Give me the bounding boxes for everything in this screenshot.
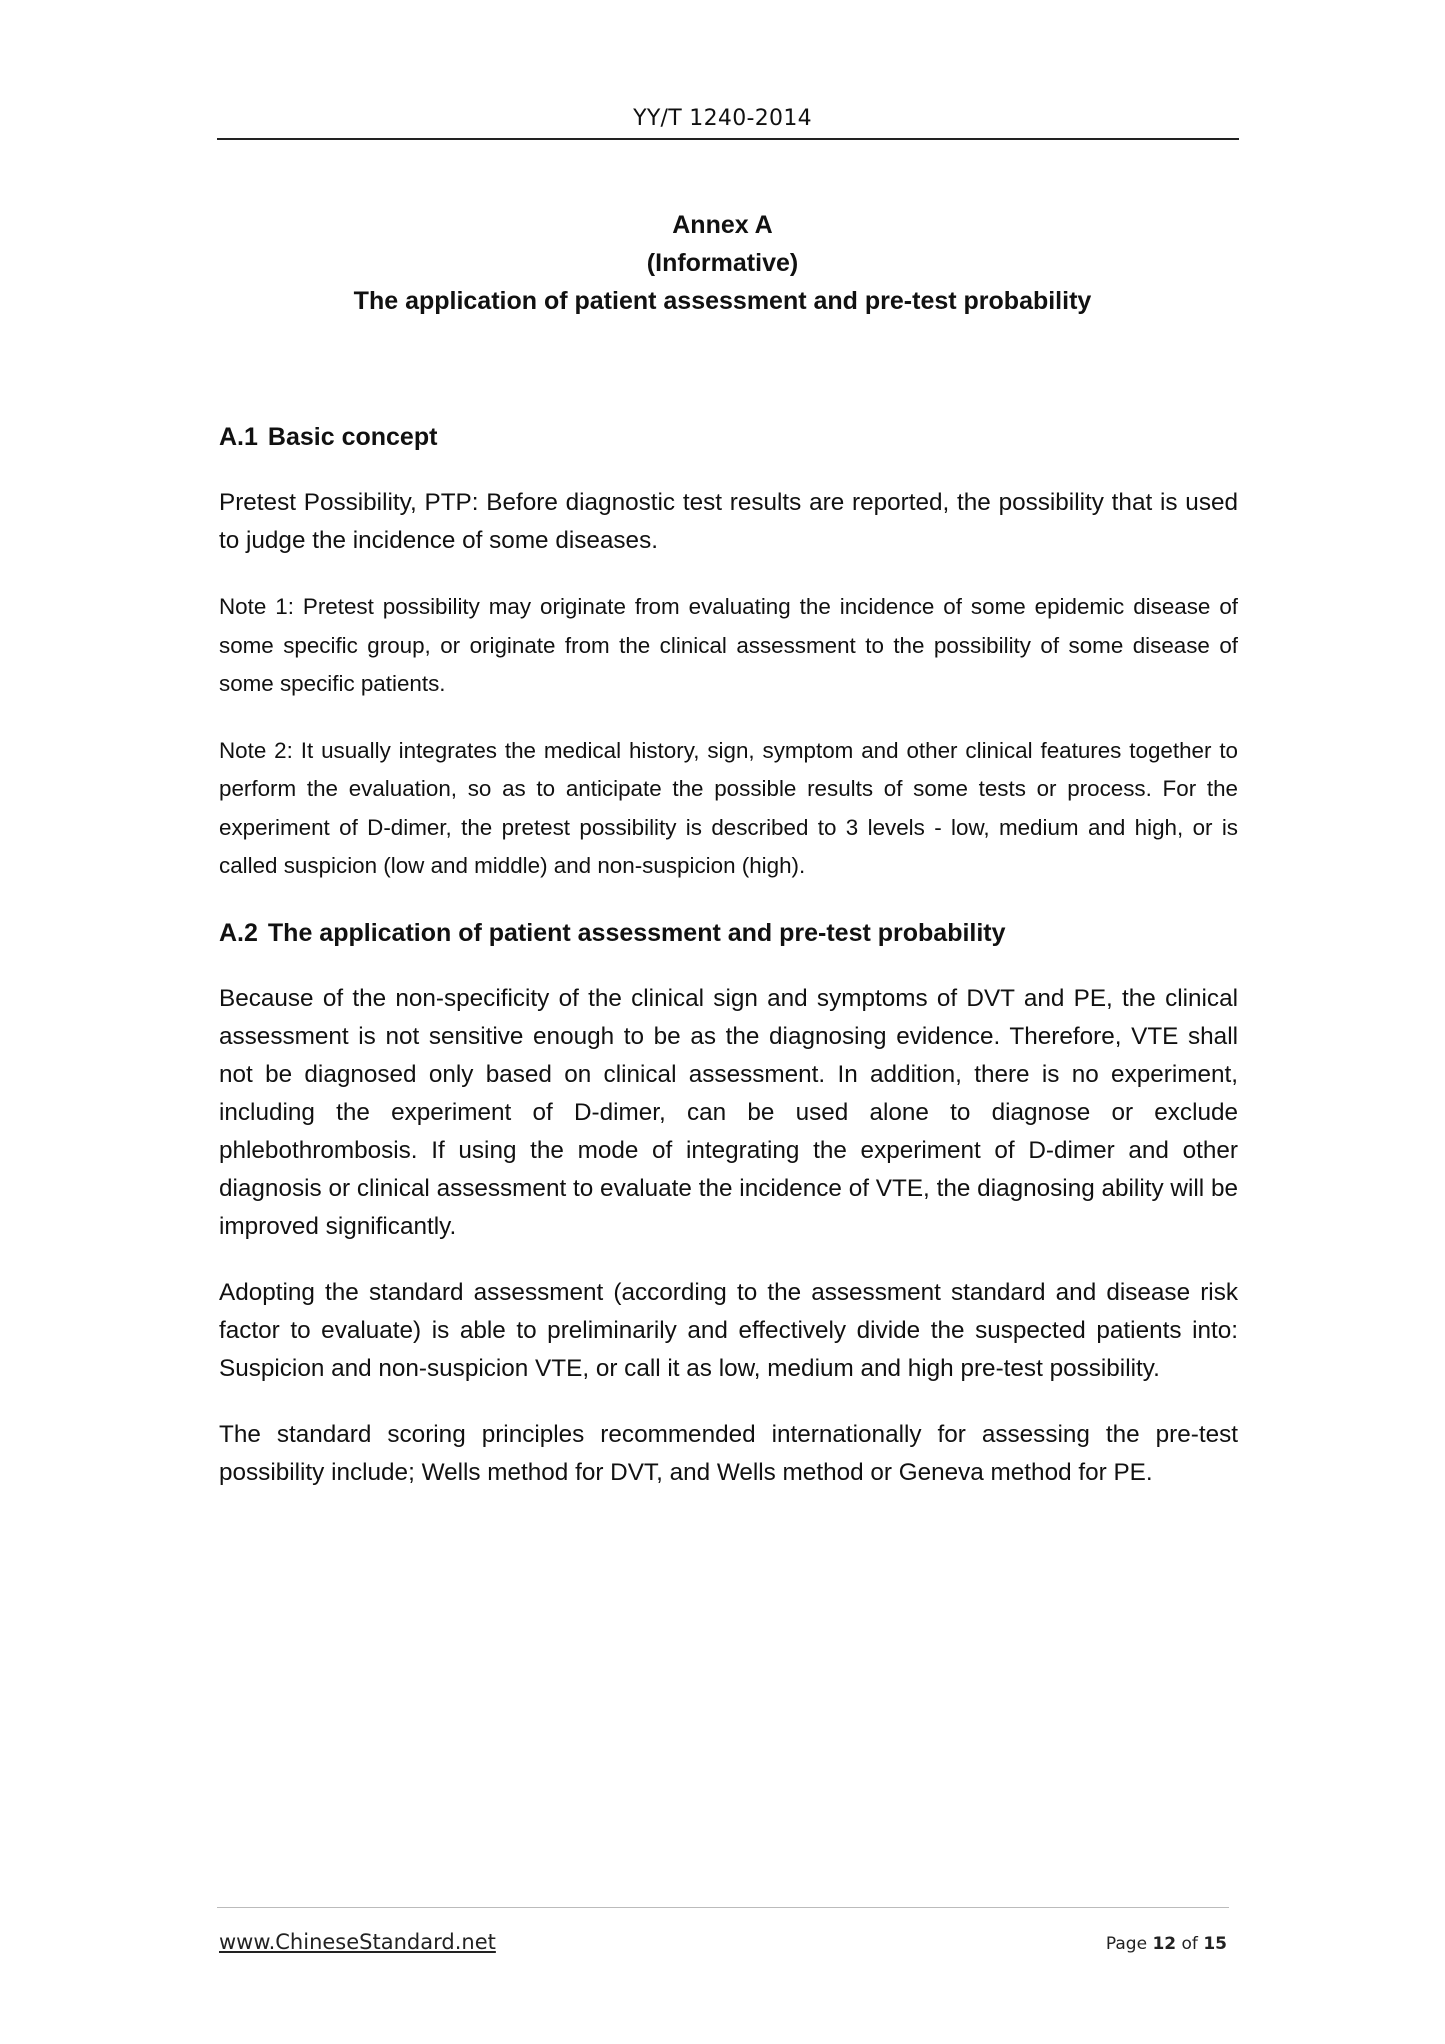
website-link[interactable]: www.ChineseStandard.net	[219, 1930, 496, 1954]
page-of-label: of	[1181, 1934, 1198, 1954]
page-number	[1106, 1934, 1227, 1954]
section-heading	[219, 914, 1238, 952]
section-title: Basic concept	[267, 423, 438, 451]
section-a1	[219, 418, 1238, 886]
definition-paragraph: Pretest Possibility, PTP: Before diagnostic test results are reported, the possibility that is used to judge the incidence of some diseases.	[219, 489, 1238, 554]
page-label: Page	[1105, 1934, 1148, 1954]
section-heading	[219, 418, 1238, 456]
body-paragraph: Adopting the standard assessment (according to the assessment standard and disease risk factor to evaluate) is able to preliminarily and effectively divide the suspected patients into: Suspicion and non-suspicion VTE, or call it as low, medium and high pre-test possibility.	[219, 1278, 1238, 1382]
annex-title: Annex A	[672, 211, 773, 239]
footer-divider	[217, 1907, 1229, 1908]
section-title: The application of patient assessment and pre-test probability	[267, 918, 1006, 947]
body-paragraph: The standard scoring principles recommended internationally for assessing the pre-test possibility include; Wells method for DVT, and Wells method or Geneva method for PE.	[219, 1420, 1238, 1486]
section-number: A.1	[219, 423, 258, 451]
body-paragraph: Because of the non-specificity of the clinical sign and symptoms of DVT and PE, the clinical assessment is not sensitive enough to be as the diagnosing evidence. Therefore, VTE shall not be diagnosed only based on clinical assessment. In addition, there is no experiment, including the experiment of D-dimer, can be used alone to diagnose or exclude phlebothrombosis. If using the mode of integrating the experiment of D-dimer and other diagnosis or clinical assessment to evaluate the incidence of VTE, the diagnosing ability will be improved significantly.	[219, 984, 1238, 1240]
header-divider	[217, 138, 1239, 140]
section-number: A.2	[219, 918, 258, 947]
page-total: 15	[1203, 1934, 1227, 1954]
note-2: Note 2: It usually integrates the medical history, sign, symptom and other clinical features together to perform the evaluation, so as to anticipate the possible results of some tests or process. For the experiment of D-dimer, the pretest possibility is described to 3 levels - low, medium and high, or is called suspicion (low and middle) and non-suspicion (high).	[219, 737, 1238, 878]
annex-type: (Informative)	[646, 249, 799, 277]
document-body	[219, 418, 1238, 1520]
section-a2	[219, 914, 1238, 1492]
page-current: 12	[1152, 1934, 1177, 1954]
note-1: Note 1: Pretest possibility may originate from evaluating the incidence of some epidemic disease of some specific group, or originate from the clinical assessment to the possibility of some disease of some specific patients.	[219, 594, 1238, 696]
annex-title-block	[0, 206, 1445, 320]
annex-subtitle: The application of patient assessment and pre-test probability	[353, 287, 1092, 315]
document-code-header: YY/T 1240-2014	[633, 106, 812, 131]
